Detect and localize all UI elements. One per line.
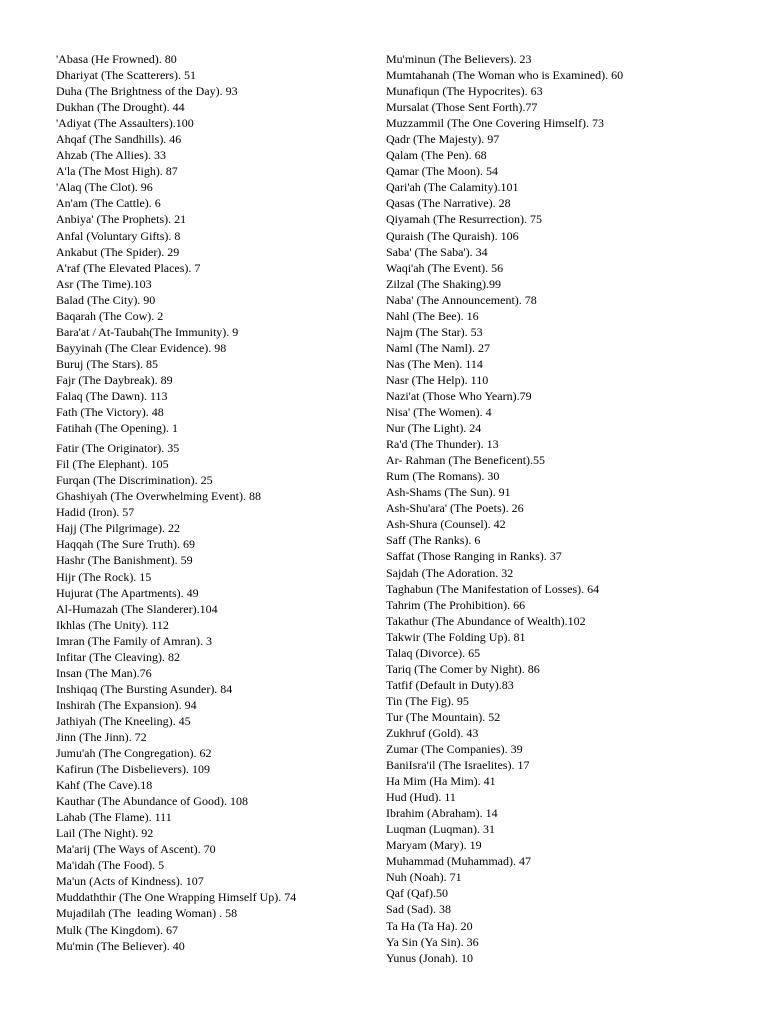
index-entry: 'Abasa (He Frowned). 80 [56, 52, 177, 66]
index-entry: Ibrahim (Abraham). 14 [386, 806, 498, 821]
index-entry: Mu'min (The Believer). 40 [56, 938, 185, 953]
index-entry: BaniIsra'il (The Israelites). 17 [386, 758, 530, 773]
index-entry: Inshiqaq (The Bursting Asunder). 84 [56, 681, 233, 696]
index-left-column [56, 51, 376, 954]
index-entry: Zilzal (The Shaking).99 [386, 276, 501, 291]
index-entry: Muddaththir (The One Wrapping Himself Up). 74 [56, 890, 297, 905]
index-entry: Tahrim (The Prohibition). 66 [386, 597, 526, 612]
index-entry: Mursalat (Those Sent Forth).77 [386, 100, 538, 115]
index-entry: Naml (The Naml). 27 [386, 340, 490, 355]
index-entry: Ha Mim (Ha Mim). 41 [386, 774, 496, 789]
index-entry: Fil (The Elephant). 105 [56, 457, 169, 472]
index-entry: Mu'minun (The Believers). 23 [386, 52, 532, 66]
index-entry: Haqqah (The Sure Truth). 69 [56, 537, 195, 552]
index-entry: Kauthar (The Abundance of Good). 108 [56, 794, 248, 809]
index-entry: Nisa' (The Women). 4 [386, 405, 492, 420]
index-entry: Qadr (The Majesty). 97 [386, 132, 500, 147]
index-entry: Muzzammil (The One Covering Himself). 73 [386, 116, 604, 131]
index-right-column [386, 51, 756, 966]
index-entry: Dukhan (The Drought). 44 [56, 100, 185, 115]
index-entry: Anbiya' (The Prophets). 21 [56, 212, 187, 227]
index-entry: Lahab (The Flame). 111 [56, 810, 172, 825]
index-entry: Ikhlas (The Unity). 112 [56, 617, 169, 632]
index-entry: Hajj (The Pilgrimage). 22 [56, 521, 180, 536]
index-entry: Ash-Shams (The Sun). 91 [386, 485, 511, 500]
index-entry: Hijr (The Rock). 15 [56, 569, 152, 584]
index-entry: 'Adiyat (The Assaulters).100 [56, 116, 194, 131]
index-entry: Tatfif (Default in Duty).83 [386, 677, 514, 692]
index-entry: Hud (Hud). 11 [386, 790, 456, 805]
index-entry: Ma'idah (The Food). 5 [56, 858, 165, 873]
index-entry: Hashr (The Banishment). 59 [56, 553, 193, 568]
index-entry: Jathiyah (The Kneeling). 45 [56, 713, 191, 728]
index-entry: Qamar (The Moon). 54 [386, 164, 498, 179]
index-entry: 'Alaq (The Clot). 96 [56, 180, 153, 195]
index-entry: Maryam (Mary). 19 [386, 838, 482, 853]
index-entry: Luqman (Luqman). 31 [386, 822, 495, 837]
index-entry: Takathur (The Abundance of Wealth).102 [386, 613, 586, 628]
index-entry: Jinn (The Jinn). 72 [56, 729, 147, 744]
index-entry: Al-Humazah (The Slanderer).104 [56, 601, 218, 616]
index-entry: Mumtahanah (The Woman who is Examined). 60 [386, 68, 624, 83]
index-entry: Fatihah (The Opening). 1 [56, 421, 178, 436]
index-entry: Yunus (Jonah). 10 [386, 950, 473, 965]
index-entry: Bayyinah (The Clear Evidence). 98 [56, 340, 227, 355]
index-entry: Nur (The Light). 24 [386, 421, 482, 436]
index-entry: Furqan (The Discrimination). 25 [56, 473, 213, 488]
index-entry: Nasr (The Help). 110 [386, 372, 489, 387]
index-entry: Infitar (The Cleaving). 82 [56, 649, 180, 664]
index-entry: Muhammad (Muhammad). 47 [386, 854, 531, 869]
index-entry: Ma'un (Acts of Kindness). 107 [56, 874, 204, 889]
index-entry: Zumar (The Companies). 39 [386, 742, 523, 757]
index-entry: Dhariyat (The Scatterers). 51 [56, 68, 196, 83]
index-entry: Duha (The Brightness of the Day). 93 [56, 84, 238, 99]
index-entry: Munafiqun (The Hypocrites). 63 [386, 84, 543, 99]
index-entry: A'raf (The Elevated Places). 7 [56, 260, 201, 275]
index-entry: Hujurat (The Apartments). 49 [56, 585, 199, 600]
index-entry: Talaq (Divorce). 65 [386, 645, 481, 660]
index-entry: Qiyamah (The Resurrection). 75 [386, 212, 542, 227]
index-entry: Ghashiyah (The Overwhelming Event). 88 [56, 489, 261, 504]
index-entry: Jumu'ah (The Congregation). 62 [56, 746, 212, 761]
index-entry: Sad (Sad). 38 [386, 902, 451, 917]
index-entry: Nas (The Men). 114 [386, 356, 483, 371]
index-entry: Zukhruf (Gold). 43 [386, 725, 479, 740]
index-entry: Ar- Rahman (The Beneficent).55 [386, 453, 546, 468]
index-entry: Tin (The Fig). 95 [386, 693, 469, 708]
index-entry: Fatir (The Originator). 35 [56, 441, 180, 456]
index-entry: An'am (The Cattle). 6 [56, 196, 161, 211]
index-entry: Kafirun (The Disbelievers). 109 [56, 762, 210, 777]
index-entry: Ash-Shu'ara' (The Poets). 26 [386, 501, 524, 516]
index-entry: Asr (The Time).103 [56, 276, 152, 291]
index-entry: Ahzab (The Allies). 33 [56, 148, 166, 163]
index-entry: Baqarah (The Cow). 2 [56, 308, 164, 323]
index-entry: Saba' (The Saba'). 34 [386, 244, 488, 259]
index-entry: Balad (The City). 90 [56, 292, 156, 307]
index-entry: Hadid (Iron). 57 [56, 505, 135, 520]
index-entry: Ash-Shura (Counsel). 42 [386, 517, 506, 532]
index-entry: Ma'arij (The Ways of Ascent). 70 [56, 842, 216, 857]
index-entry: Lail (The Night). 92 [56, 826, 154, 841]
index-entry: Qaf (Qaf).50 [386, 886, 448, 901]
index-entry: Inshirah (The Expansion). 94 [56, 697, 197, 712]
index-entry: Insan (The Man).76 [56, 665, 152, 680]
index-entry: Rum (The Romans). 30 [386, 469, 500, 484]
index-entry: Bara'at / At-Taubah(The Immunity). 9 [56, 324, 239, 339]
index-entry: Mujadilah (The leading Woman) . 58 [56, 906, 238, 921]
index-entry: Qalam (The Pen). 68 [386, 148, 487, 163]
index-entry: Takwir (The Folding Up). 81 [386, 629, 526, 644]
index-entry: Ahqaf (The Sandhills). 46 [56, 132, 182, 147]
index-entry: Waqi'ah (The Event). 56 [386, 260, 504, 275]
index-entry: Quraish (The Quraish). 106 [386, 228, 519, 243]
index-entry: Saff (The Ranks). 6 [386, 533, 481, 548]
index-entry: Ya Sin (Ya Sin). 36 [386, 934, 479, 949]
index-entry: Mulk (The Kingdom). 67 [56, 922, 178, 937]
index-entry: Tur (The Mountain). 52 [386, 709, 501, 724]
index-entry: Imran (The Family of Amran). 3 [56, 633, 212, 648]
index-entry: Ra'd (The Thunder). 13 [386, 437, 499, 452]
index-entry: Nahl (The Bee). 16 [386, 308, 479, 323]
index-entry: Qasas (The Narrative). 28 [386, 196, 511, 211]
index-entry: Taghabun (The Manifestation of Losses). 64 [386, 581, 600, 596]
index-entry: Buruj (The Stars). 85 [56, 356, 158, 371]
index-entry: Qari'ah (The Calamity).101 [386, 180, 519, 195]
index-entry: Kahf (The Cave).18 [56, 778, 153, 793]
index-entry: Ta Ha (Ta Ha). 20 [386, 918, 473, 933]
index-entry: Fath (The Victory). 48 [56, 405, 164, 420]
index-entry: Saffat (Those Ranging in Ranks). 37 [386, 549, 562, 564]
index-entry: Sajdah (The Adoration. 32 [386, 565, 514, 580]
index-entry: Nuh (Noah). 71 [386, 870, 462, 885]
index-entry: Anfal (Voluntary Gifts). 8 [56, 228, 181, 243]
index-entry: A'la (The Most High). 87 [56, 164, 178, 179]
index-entry: Tariq (The Comer by Night). 86 [386, 661, 540, 676]
index-entry: Fajr (The Daybreak). 89 [56, 372, 173, 387]
index-entry: Naba' (The Announcement). 78 [386, 292, 537, 307]
index-entry: Najm (The Star). 53 [386, 324, 483, 339]
index-entry: Falaq (The Dawn). 113 [56, 388, 168, 403]
index-entry: Nazi'at (Those Who Yearn).79 [386, 388, 532, 403]
index-entry: Ankabut (The Spider). 29 [56, 244, 180, 259]
